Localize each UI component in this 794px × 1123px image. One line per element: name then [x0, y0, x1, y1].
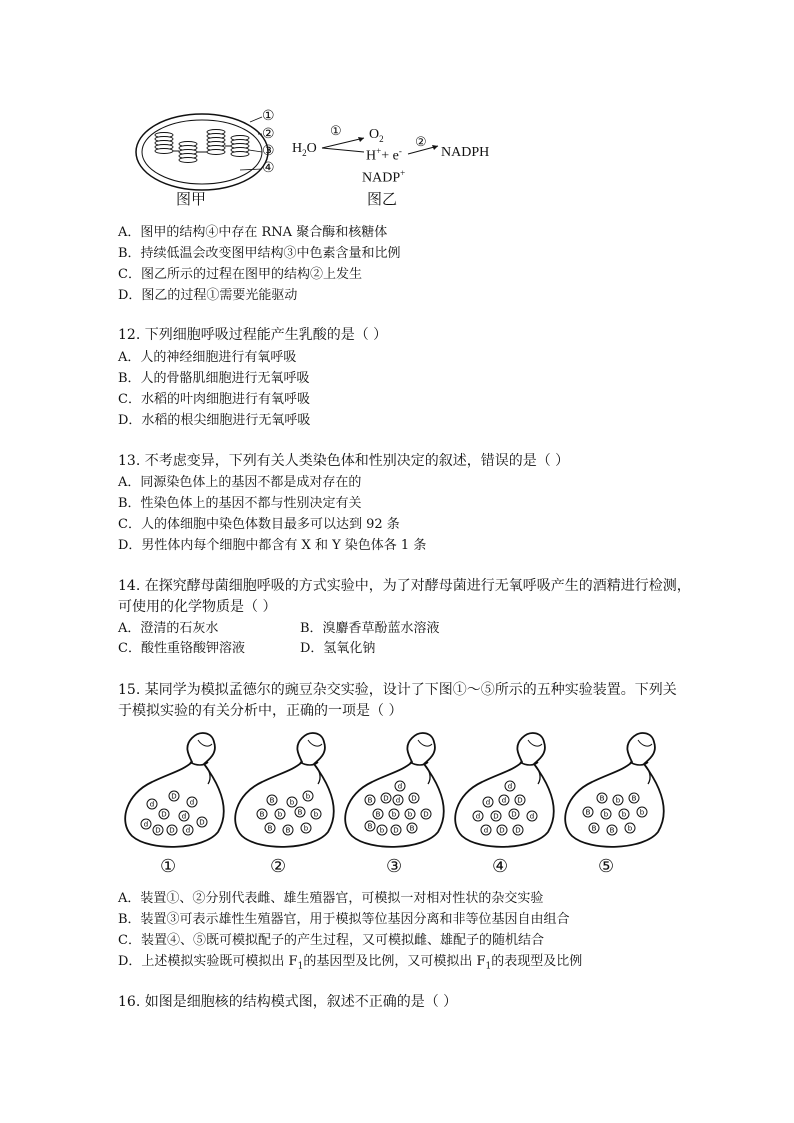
bag-1-drawing — [122, 726, 232, 854]
svg-text:d: d — [475, 812, 481, 821]
h-ion-electron: H++ e- — [366, 146, 402, 164]
nadp-label: NADP+ — [362, 168, 406, 186]
svg-text:d: d — [501, 796, 507, 805]
svg-text:D: D — [199, 818, 205, 827]
q14-option-c: C．酸性重铬酸钾溶液 — [118, 641, 245, 656]
svg-text:d: d — [397, 782, 403, 791]
structure-label-1: ① — [262, 108, 275, 124]
q15-option-b: B．装置③可表示雄性生殖器官，用于模拟等位基因分离和非等位基因自由组合 — [118, 912, 570, 927]
svg-text:B: B — [375, 810, 381, 819]
q13-stem: 13. 不考虑变异，下列有关人类染色体和性别决定的叙述，错误的是（ ） — [118, 453, 570, 469]
q15-stem-line-2: 于模拟实验的有关分析中，正确的一项是（ ） — [118, 703, 403, 719]
svg-text:B: B — [409, 824, 415, 833]
svg-text:B: B — [591, 824, 597, 833]
bag-3-label: ③ — [386, 856, 403, 877]
svg-text:D: D — [493, 812, 499, 821]
svg-text:B: B — [367, 822, 373, 831]
svg-text:B: B — [267, 824, 273, 833]
svg-text:D: D — [393, 826, 399, 835]
svg-text:B: B — [631, 794, 637, 803]
q12-stem: 12. 下列细胞呼吸过程能产生乳酸的是（ ） — [118, 327, 388, 343]
bag-5-drawing — [562, 726, 672, 854]
bag-4-drawing — [452, 726, 562, 854]
q14-stem-line-1: 14. 在探究酵母菌细胞呼吸的方式实验中，为了对酵母菌进行无氧呼吸产生的酒精进行检测， — [118, 578, 691, 594]
svg-text:b: b — [379, 826, 385, 835]
bag-4-label: ④ — [492, 856, 509, 877]
svg-text:b: b — [277, 810, 283, 819]
bag-5-label: ⑤ — [598, 856, 615, 877]
q11-option-a: A．图甲的结构④中存在 RNA 聚合酶和核糖体 — [118, 225, 388, 240]
svg-text:D: D — [155, 826, 161, 835]
svg-text:b: b — [639, 808, 645, 817]
svg-text:d: d — [189, 798, 195, 807]
q14-option-d: D．氢氧化钠 — [300, 641, 376, 656]
svg-text:b: b — [313, 810, 319, 819]
svg-text:b: b — [289, 798, 295, 807]
structure-label-4: ④ — [262, 160, 275, 176]
q11-option-d: D．图乙的过程①需要光能驱动 — [118, 288, 298, 303]
q12-option-a: A．人的神经细胞进行有氧呼吸 — [118, 350, 297, 365]
q12-option-d: D．水稻的根尖细胞进行无氧呼吸 — [118, 413, 311, 428]
q13-option-d: D．男性体内每个细胞中都含有 X 和 Y 染色体各 1 条 — [118, 538, 427, 553]
q15-option-a: A．装置①、②分别代表雌、雄生殖器官，可模拟一对相对性状的杂交实验 — [118, 891, 544, 906]
h2o-formula: $H_2O$ — [292, 141, 317, 158]
svg-text:d: d — [507, 782, 513, 791]
svg-text:b: b — [407, 810, 413, 819]
structure-label-3: ③ — [262, 143, 275, 159]
svg-text:d: d — [185, 826, 191, 835]
svg-text:B: B — [609, 826, 615, 835]
svg-text:D: D — [169, 826, 175, 835]
q15-stem-line-1: 15. 某同学为模拟孟德尔的豌豆杂交实验，设计了下图①～⑤所示的五种实验装置。下列关 — [118, 682, 677, 698]
q14-option-b: B．溴麝香草酚蓝水溶液 — [300, 621, 440, 636]
svg-text:D: D — [423, 810, 429, 819]
svg-text:D: D — [161, 810, 167, 819]
svg-text:D: D — [411, 794, 417, 803]
svg-text:B: B — [367, 796, 373, 805]
svg-text:d: d — [485, 798, 491, 807]
structure-label-2: ② — [262, 126, 275, 142]
bag-2-drawing — [232, 726, 342, 854]
svg-text:B: B — [259, 810, 265, 819]
svg-text:D: D — [171, 792, 177, 801]
figure-b-caption: 图乙 — [367, 190, 398, 208]
q12-option-c: C．水稻的叶肉细胞进行有氧呼吸 — [118, 392, 310, 407]
svg-text:D: D — [515, 826, 521, 835]
q13-option-b: B．性染色体上的基因不都与性别决定有关 — [118, 496, 362, 511]
svg-text:b: b — [603, 810, 609, 819]
svg-text:b: b — [303, 824, 309, 833]
q11-option-b: B．持续低温会改变图甲结构③中色素含量和比例 — [118, 246, 401, 261]
q14-stem-line-2: 可使用的化学物质是（ ） — [118, 599, 277, 615]
bag-2-label: ② — [270, 856, 287, 877]
q15-option-d: D．上述模拟实验既可模拟出 $F_1$的基因型及比例，又可模拟出 $F_1$的表现型及比例 — [118, 954, 583, 972]
svg-text:D: D — [511, 810, 517, 819]
svg-text:D: D — [499, 826, 505, 835]
q13-option-a: A．同源染色体上的基因不都是成对存在的 — [118, 475, 362, 490]
svg-text:d: d — [483, 826, 489, 835]
svg-text:d: d — [395, 796, 401, 805]
svg-text:d: d — [529, 812, 535, 821]
bag-1-label: ① — [160, 856, 177, 877]
q11-option-c: C．图乙所示的过程在图甲的结构②上发生 — [118, 267, 362, 282]
svg-text:d: d — [143, 820, 149, 829]
svg-text:b: b — [391, 810, 397, 819]
q12-option-b: B．人的骨骼肌细胞进行无氧呼吸 — [118, 371, 310, 386]
q16-stem: 16. 如图是细胞核的结构模式图，叙述不正确的是（ ） — [118, 994, 458, 1010]
nadph-label: NADPH — [441, 145, 490, 160]
svg-text:d: d — [181, 812, 187, 821]
q14-option-a: A．澄清的石灰水 — [118, 621, 219, 636]
svg-text:B: B — [297, 808, 303, 817]
svg-text:D: D — [517, 796, 523, 805]
svg-text:D: D — [383, 794, 389, 803]
q15-option-c: C．装置④、⑤既可模拟配子的产生过程，又可模拟雌、雄配子的随机结合 — [118, 933, 544, 948]
svg-text:b: b — [615, 796, 621, 805]
svg-text:B: B — [585, 808, 591, 817]
svg-text:b: b — [627, 824, 633, 833]
svg-text:B: B — [285, 826, 291, 835]
svg-text:b: b — [305, 792, 311, 801]
svg-text:d: d — [149, 800, 155, 809]
step-1-label: ① — [330, 124, 342, 139]
o2-formula: $O_2$ — [369, 127, 384, 144]
bag-3-drawing — [342, 726, 452, 854]
svg-text:B: B — [599, 794, 605, 803]
step-2-label: ② — [415, 135, 427, 150]
svg-text:B: B — [269, 796, 275, 805]
figure-a-caption: 图甲 — [176, 190, 207, 208]
svg-text:b: b — [621, 810, 627, 819]
q13-option-c: C．人的体细胞中染色体数目最多可以达到 92 条 — [118, 517, 400, 532]
